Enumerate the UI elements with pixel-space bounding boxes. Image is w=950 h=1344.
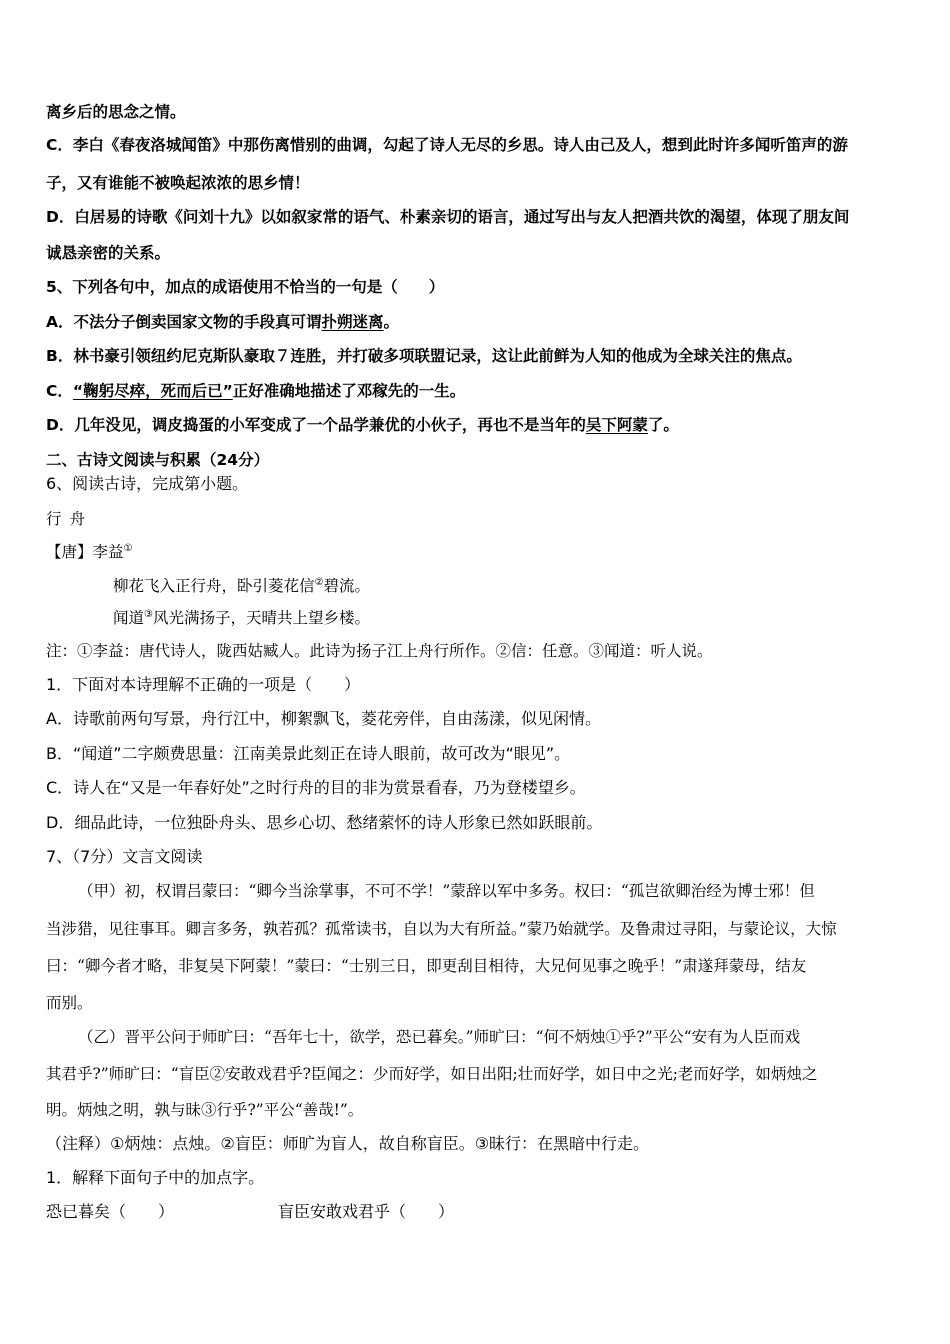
q5-option-c: [46, 380, 908, 402]
q7-jia-line-4: 而别。: [46, 994, 93, 1012]
q6-option-d: D．细品此诗，一位独卧舟头、思乡心切、愁绪萦怀的诗人形象已然如跃眼前。: [46, 813, 603, 832]
q7-yi-line-3: 明。炳烛之明，孰与昧③行乎?”平公“善哉!”。: [46, 1101, 364, 1119]
poem-line-2-note: ③: [144, 608, 153, 620]
q7-yi-line-1: （乙）晋平公问于师旷曰：“吾年七十，欲学，恐已暮矣。”师旷曰：“何不炳烛①乎?”平公“安有为人臣而戏: [78, 1028, 801, 1046]
poem-author-note: ①: [123, 542, 133, 554]
q7-jia-line-3: 曰：“卿今者才略，非复吴下阿蒙！”蒙曰：“士别三日，即更刮目相待，大兄何见事之晚乎！”肃遂拜蒙母，结友: [46, 957, 807, 975]
poem-line-1-a: 柳花飞入正行舟，卧引菱花信: [113, 577, 315, 595]
poem-line-2-a: 闻道: [113, 609, 145, 627]
q6-option-c: C．诗人在“又是一年春好处”之时行舟的目的非为赏景看春，乃为登楼望乡。: [46, 778, 586, 797]
poem-line-1-b: 碧流。: [323, 577, 370, 595]
q5-option-d: [46, 414, 908, 436]
prev-option-c-line1: C．李白《春夜洛城闻笛》中那伤离惜别的曲调，勾起了诗人无尽的乡思。诗人由己及人，想到此时许多闻听笛声的游: [46, 136, 848, 154]
q5-stem: 5、下列各句中，加点的成语使用不恰当的一句是（ ）: [46, 278, 445, 296]
poem-line-2-b: 风光满扬子，天晴共上望乡楼。: [152, 609, 370, 627]
q5-d-end: 了。: [647, 416, 679, 434]
q5-c-text: 正好准确地描述了邓稼先的一生。: [232, 382, 466, 400]
q6-option-b: B．“闻道”二字颇费思量：江南美景此刻正在诗人眼前，故可改为“眼见”。: [46, 744, 571, 763]
q5-a-end: 。: [383, 313, 400, 331]
q7-blanks: [46, 1201, 908, 1223]
q5-a-idiom: 扑朔迷离: [321, 313, 384, 331]
q7-sub-question: 1．解释下面句子中的加点字。: [46, 1168, 265, 1187]
q5-option-a: [46, 311, 908, 333]
poem-line-1-note: ②: [314, 576, 324, 588]
q5-c-idiom: “鞠躬尽瘁，死而后已”: [72, 382, 233, 400]
prev-option-d-line1: D．白居易的诗歌《问刘十九》以如叙家常的语气、朴素亲切的语言，通过写出与友人把酒共饮的渴望，体现了朋友间: [46, 208, 850, 226]
q7-jia-line-2: 当涉猎，见往事耳。卿言多务，孰若孤？孤常读书，自以为大有所益。”蒙乃始就学。及鲁肃过寻阳，与蒙论议，大惊: [46, 920, 837, 938]
prev-option-tail: 离乡后的思念之情。: [46, 103, 186, 121]
q5-d-text: D．几年没见，调皮捣蛋的小军变成了一个品学兼优的小伙子，再也不是当年的: [46, 416, 586, 434]
q6-intro: 6、阅读古诗，完成第小题。: [46, 474, 249, 493]
poem-notes: 注：①李益：唐代诗人，陇西姑臧人。此诗为扬子江上舟行所作。②信：任意。③闻道：听人说。: [46, 642, 713, 660]
poem-author-text: 【唐】李益: [46, 543, 124, 561]
q7-yi-line-2: 其君乎?”师旷曰：“盲臣②安敢戏君乎?臣闻之：少而好学，如日出阳;壮而好学，如日中之光;老而好学，如炳烛之: [46, 1065, 818, 1083]
poem-title: 行舟: [46, 510, 94, 528]
section-2-title: 二、古诗文阅读与积累（24分）: [46, 451, 270, 469]
q7-notes: （注释）①炳烛：点烛。②盲臣：师旷为盲人，故自称盲臣。③昧行：在黑暗中行走。: [46, 1134, 650, 1153]
poem-line-2: [113, 607, 950, 629]
q5-option-b: B．林书豪引领纽约尼克斯队豪取７连胜，并打破多项联盟记录，这让此前鲜为人知的他成为全球关注的焦点。: [46, 347, 802, 365]
q7-jia-line-1: （甲）初，权谓吕蒙曰：“卿今当涂掌事，不可不学！”蒙辞以军中多务。权曰：“孤岂欲卿治经为博士邪！但: [78, 882, 815, 900]
poem-line-1: [113, 575, 950, 597]
prev-option-d-line2: 诚恳亲密的关系。: [46, 244, 171, 262]
q7-title: 7、（7分）文言文阅读: [46, 847, 203, 866]
q5-d-idiom: 吴下阿蒙: [585, 416, 648, 434]
prev-option-c-line2: 子，又有谁能不被唤起浓浓的思乡情！: [46, 174, 310, 192]
q7-blank-2: 盲臣安敢戏君乎（ ）: [278, 1202, 455, 1221]
poem-author: [46, 541, 908, 563]
q7-blank-1: 恐已暮矣（ ）: [46, 1202, 175, 1221]
q6-option-a: A．诗歌前两句写景，舟行江中，柳絮飘飞，菱花旁伴，自由荡漾，似见闲情。: [46, 709, 601, 728]
q5-a-text: A．不法分子倒卖国家文物的手段真可谓: [46, 313, 322, 331]
q6-sub-question: 1．下面对本诗理解不正确的一项是（ ）: [46, 675, 361, 694]
q5-c-label: C．: [46, 382, 73, 400]
